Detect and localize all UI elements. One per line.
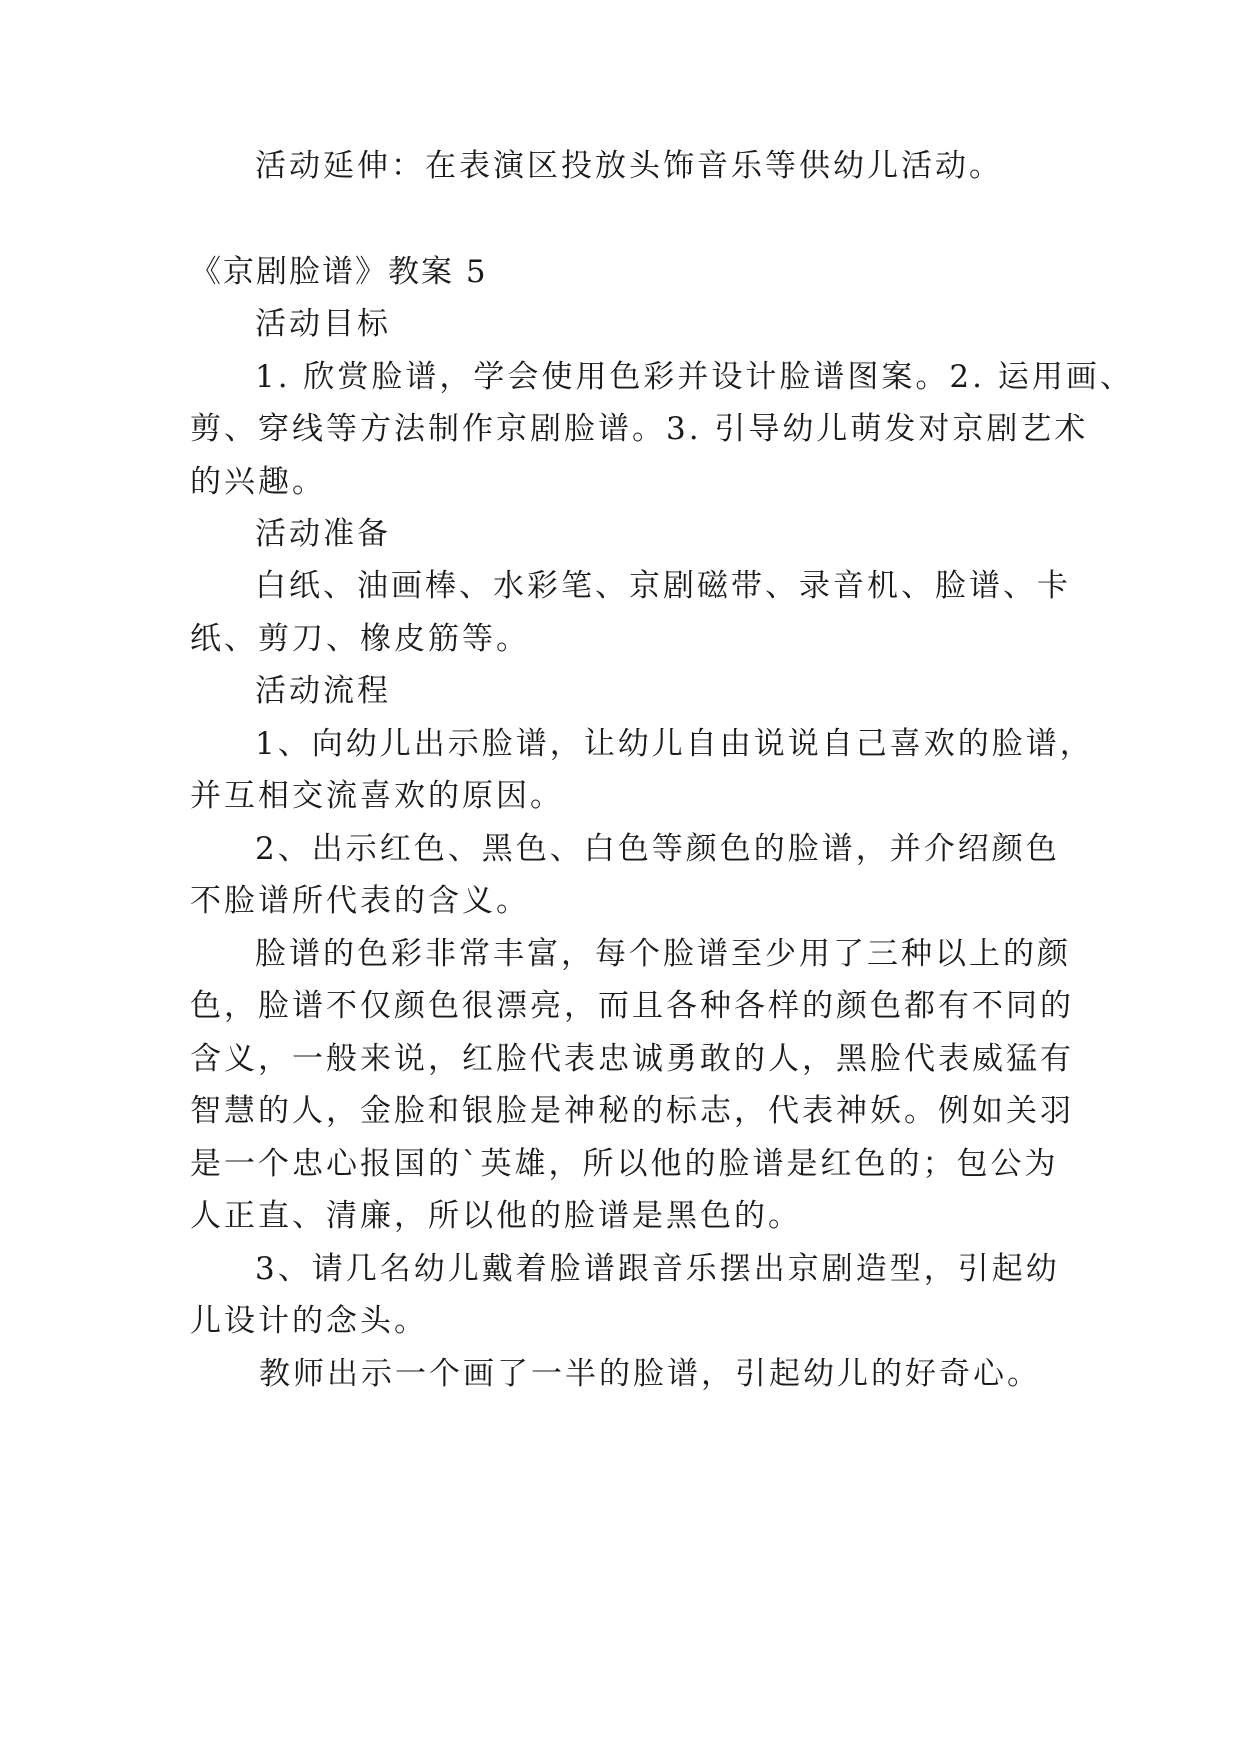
- teacher-line: 教师出示一个画了一半的脸谱，引起幼儿的好奇心。: [259, 1356, 1041, 1392]
- step2-line: 2、出示红色、黑色、白色等颜色的脸谱，并介绍颜色: [255, 831, 1060, 867]
- prep-line: 白纸、油画棒、水彩笔、京剧磁带、录音机、脸谱、卡: [255, 568, 1071, 604]
- goals-line: 的兴趣。: [190, 464, 326, 500]
- prep-line: 纸、剪刀、橡皮筋等。: [190, 621, 530, 657]
- extension-line: 活动延伸：在表演区投放头饰音乐等供幼儿活动。: [255, 148, 1003, 184]
- colors-line: 是一个忠心报国的`英雄，所以他的脸谱是红色的；包公为: [190, 1146, 1059, 1182]
- goals-line: 1. 欣赏脸谱，学会使用色彩并设计脸谱图案。2. 运用画、: [255, 359, 1134, 395]
- colors-line: 脸谱的色彩非常丰富，每个脸谱至少用了三种以上的颜: [255, 936, 1071, 972]
- colors-line: 智慧的人，金脸和银脸是神秘的标志，代表神妖。例如关羽: [190, 1093, 1074, 1129]
- goals-line: 剪、穿线等方法制作京剧脸谱。3. 引导幼儿萌发对京剧艺术: [190, 411, 1089, 447]
- section-title: 《京剧脸谱》教案 5: [190, 254, 488, 290]
- colors-line: 含义，一般来说，红脸代表忠诚勇敢的人，黑脸代表威猛有: [190, 1041, 1074, 1077]
- goals-heading: 活动目标: [255, 306, 391, 342]
- prep-heading: 活动准备: [255, 516, 391, 552]
- step3-line: 儿设计的念头。: [190, 1303, 428, 1339]
- colors-line: 色，脸谱不仅颜色很漂亮，而且各种各样的颜色都有不同的: [190, 988, 1074, 1024]
- process-heading: 活动流程: [255, 673, 391, 709]
- step3-line: 3、请几名幼儿戴着脸谱跟音乐摆出京剧造型，引起幼: [255, 1251, 1060, 1287]
- step2-line: 不脸谱所代表的含义。: [190, 883, 530, 919]
- colors-line: 人正直、清廉，所以他的脸谱是黑色的。: [190, 1198, 802, 1234]
- step1-line: 并互相交流喜欢的原因。: [190, 778, 564, 814]
- step1-line: 1、向幼儿出示脸谱，让幼儿自由说说自己喜欢的脸谱，: [255, 726, 1094, 762]
